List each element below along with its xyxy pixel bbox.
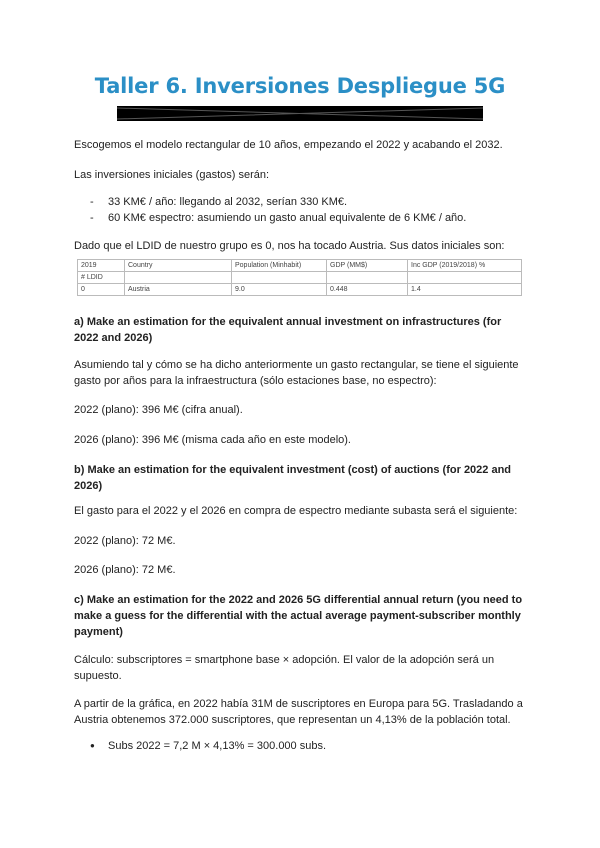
table-cell <box>232 272 327 284</box>
investments-intro: Las inversiones iniciales (gastos) serán: <box>74 169 270 181</box>
table-cell <box>125 272 232 284</box>
list-item-text: 33 KM€ / año: llegando al 2032, serían 330 KM€. <box>108 196 348 208</box>
section-b-body: El gasto para el 2022 y el 2026 en compra de espectro mediante subasta será el siguiente: <box>74 505 518 517</box>
dash-marker: - <box>90 196 94 208</box>
table-cell: # LDID <box>78 272 125 284</box>
section-c-heading-line2: make a guess for the differential with the actual average payment-subscriber monthly <box>74 610 521 622</box>
section-c-calc-line2: supuesto. <box>74 670 122 682</box>
table-cell <box>408 272 522 284</box>
section-b-item1: 2022 (plano): 72 M€. <box>74 535 176 547</box>
table-cell: 0 <box>78 284 125 296</box>
table-cell <box>327 272 408 284</box>
table-cell: 0.448 <box>327 284 408 296</box>
table-header-row <box>78 260 522 272</box>
intro-paragraph: Escogemos el modelo rectangular de 10 años, empezando el 2022 y acabando el 2032. <box>74 139 503 151</box>
table-subheader-row <box>78 272 522 284</box>
section-a-body-line2: gasto por años para la infraestructura (sólo estaciones base, no espectro): <box>74 375 437 387</box>
table-cell: 9.0 <box>232 284 327 296</box>
table-header-cell: Inc GDP (2019/2018) % <box>408 260 522 272</box>
table-header-cell: Population (Minhabit) <box>232 260 327 272</box>
table-header-cell: Country <box>125 260 232 272</box>
section-b-heading-line1: b) Make an estimation for the equivalent investment (cost) of auctions (for 2022 and <box>74 464 512 476</box>
country-data-table <box>77 259 522 296</box>
bullet-dot-icon: ● <box>90 741 95 750</box>
ldid-paragraph: Dado que el LDID de nuestro grupo es 0, nos ha tocado Austria. Sus datos iniciales son: <box>74 240 505 252</box>
list-item-text: Subs 2022 = 7,2 M × 4,13% = 300.000 subs. <box>108 740 327 752</box>
table-header-cell: 2019 <box>78 260 125 272</box>
redaction-bar <box>117 106 483 121</box>
section-a-heading-line2: 2022 and 2026) <box>74 332 153 344</box>
redaction-scribble-icon <box>117 106 483 121</box>
section-c-graph-line2: Austria obtenemos 372.000 suscriptores, que representan un 4,13% de la población total. <box>74 714 511 726</box>
section-c-heading-line3: payment) <box>74 626 123 638</box>
dash-marker: - <box>90 212 94 224</box>
table-cell: Austria <box>125 284 232 296</box>
table-header-cell: GDP (MM$) <box>327 260 408 272</box>
section-b-heading-line2: 2026) <box>74 480 103 492</box>
section-a-item2: 2026 (plano): 396 M€ (misma cada año en este modelo). <box>74 434 351 446</box>
section-a-item1: 2022 (plano): 396 M€ (cifra anual). <box>74 404 243 416</box>
section-c-heading-line1: c) Make an estimation for the 2022 and 2026 5G differential annual return (you need to <box>74 594 523 606</box>
list-item-text: 60 KM€ espectro: asumiendo un gasto anual equivalente de 6 KM€ / año. <box>108 212 467 224</box>
section-a-body-line1: Asumiendo tal y cómo se ha dicho anteriormente un gasto rectangular, se tiene el siguiente <box>74 359 519 371</box>
section-b-item2: 2026 (plano): 72 M€. <box>74 564 176 576</box>
table-row <box>78 284 522 296</box>
document-title: Taller 6. Inversiones Despliegue 5G <box>94 74 506 98</box>
section-c-calc-line1: Cálculo: subscriptores = smartphone base × adopción. El valor de la adopción será un <box>74 654 495 666</box>
section-c-graph-line1: A partir de la gráfica, en 2022 había 31M de suscriptores en Europa para 5G. Trasladando a <box>74 698 523 710</box>
table-cell: 1.4 <box>408 284 522 296</box>
section-a-heading-line1: a) Make an estimation for the equivalent annual investment on infrastructures (for <box>74 316 502 328</box>
